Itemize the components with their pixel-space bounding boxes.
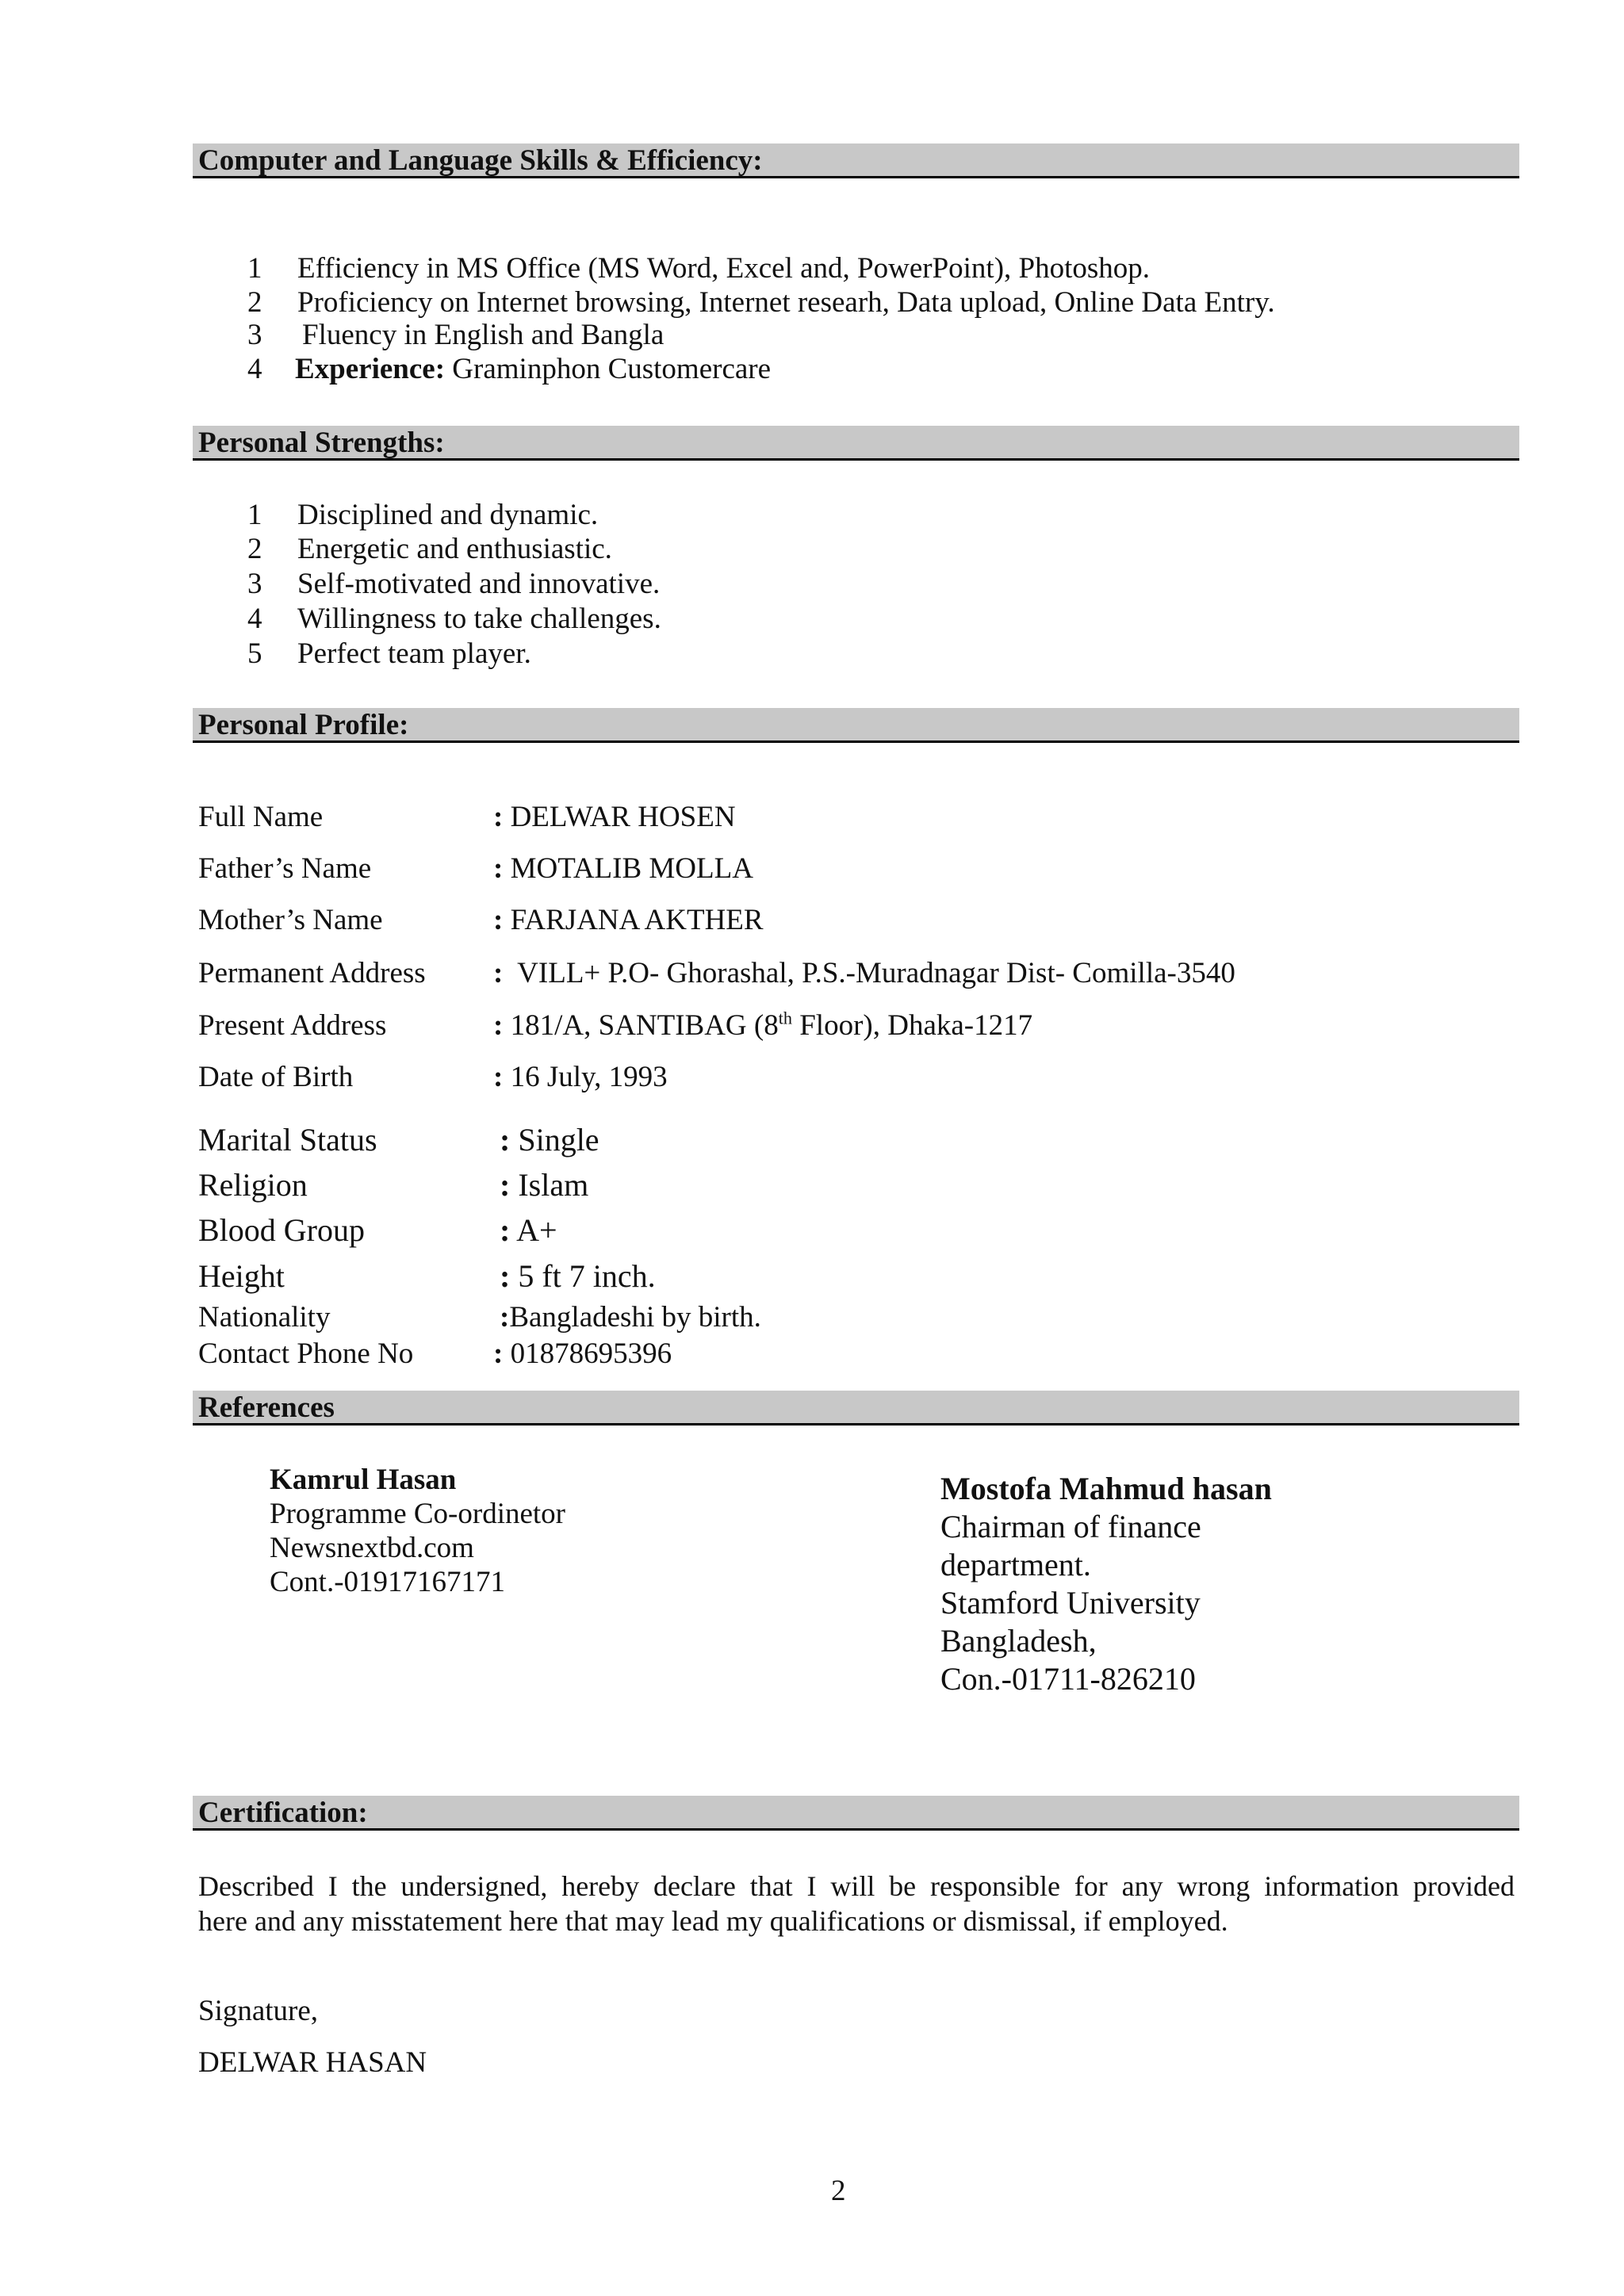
section-title: Personal Profile: — [198, 709, 409, 741]
section-title: References — [198, 1391, 335, 1424]
profile-value: : 01878695396 — [493, 1337, 672, 1370]
experience-value: Graminphon Customercare — [452, 353, 772, 385]
section-title: Personal Strengths: — [198, 427, 445, 459]
list-number: 1 — [247, 252, 262, 285]
reference-line: Cont.-01917167171 — [270, 1566, 506, 1598]
signature-name: DELWAR HASAN — [198, 2046, 427, 2079]
reference-line: Chairman of finance — [940, 1509, 1201, 1544]
profile-value: : Islam — [500, 1167, 589, 1203]
list-number: 1 — [247, 499, 262, 531]
reference-name: Mostofa Mahmud hasan — [940, 1471, 1272, 1506]
profile-label: Full Name — [198, 801, 324, 833]
profile-label: Religion — [198, 1167, 308, 1203]
list-item: Fluency in English and Bangla — [302, 319, 665, 351]
list-item: Energetic and enthusiastic. — [297, 533, 612, 565]
profile-value: : Single — [500, 1122, 599, 1158]
profile-label: Present Address — [198, 1009, 387, 1042]
profile-label: Marital Status — [198, 1122, 377, 1158]
section-header-strengths — [193, 426, 1519, 461]
list-item: Perfect team player. — [297, 637, 531, 670]
list-number: 3 — [247, 568, 262, 600]
reference-name: Kamrul Hasan — [270, 1464, 457, 1496]
section-title: Computer and Language Skills & Efficiency: — [198, 144, 763, 177]
list-item: Willingness to take challenges. — [297, 603, 661, 635]
experience-label: Experience: — [295, 353, 446, 385]
list-number: 2 — [247, 286, 262, 319]
list-item: Proficiency on Internet browsing, Internet researh, Data upload, Online Data Entry. — [297, 286, 1275, 319]
profile-value: : 181/A, SANTIBAG (8th Floor), Dhaka-1217 — [493, 1008, 1033, 1042]
profile-value: : 5 ft 7 inch. — [500, 1258, 656, 1294]
signature-label: Signature, — [198, 1995, 319, 2027]
reference-line: Newsnextbd.com — [270, 1532, 474, 1564]
reference-line: department. — [940, 1547, 1091, 1582]
list-item: Efficiency in MS Office (MS Word, Excel and, PowerPoint), Photoshop. — [297, 252, 1151, 285]
profile-value: :Bangladeshi by birth. — [500, 1301, 761, 1334]
page-number: 2 — [831, 2175, 846, 2207]
profile-label: Nationality — [198, 1301, 331, 1334]
profile-value: : MOTALIB MOLLA — [493, 852, 753, 885]
list-number: 2 — [247, 533, 262, 565]
list-item — [295, 352, 771, 387]
profile-label: Blood Group — [198, 1212, 365, 1248]
reference-line: Programme Co-ordinetor — [270, 1498, 565, 1530]
profile-value: : FARJANA AKTHER — [493, 904, 764, 936]
section-header-certification — [193, 1796, 1519, 1831]
profile-label: Mother’s Name — [198, 904, 383, 936]
profile-value: : 16 July, 1993 — [493, 1061, 668, 1093]
reference-line: Con.-01711-826210 — [940, 1661, 1196, 1697]
section-header-references — [193, 1391, 1519, 1425]
list-number: 3 — [247, 319, 262, 351]
profile-label: Permanent Address — [198, 957, 426, 989]
reference-line: Stamford University — [940, 1585, 1201, 1621]
profile-label: Height — [198, 1258, 285, 1294]
profile-value: : VILL+ P.O- Ghorashal, P.S.-Muradnagar Dist- Comilla-3540 — [493, 957, 1235, 989]
profile-value: : DELWAR HOSEN — [493, 801, 736, 833]
profile-label: Date of Birth — [198, 1061, 354, 1093]
section-title: Certification: — [198, 1797, 368, 1829]
profile-value: : A+ — [500, 1212, 557, 1248]
list-number: 5 — [247, 637, 262, 670]
section-header-profile — [193, 708, 1519, 743]
reference-line: Bangladesh, — [940, 1623, 1097, 1659]
profile-label: Father’s Name — [198, 852, 372, 885]
list-number: 4 — [247, 353, 262, 385]
certification-line: here and any misstatement here that may lead my qualifications or dismissal, if employed. — [198, 1905, 1228, 1937]
profile-label: Contact Phone No — [198, 1337, 414, 1370]
section-header-skills — [193, 144, 1519, 178]
certification-line: Described I the undersigned, hereby declare that I will be responsible for any wrong information provided — [198, 1870, 1515, 1902]
list-number: 4 — [247, 603, 262, 635]
list-item: Self-motivated and innovative. — [297, 568, 661, 600]
list-item: Disciplined and dynamic. — [297, 499, 599, 531]
